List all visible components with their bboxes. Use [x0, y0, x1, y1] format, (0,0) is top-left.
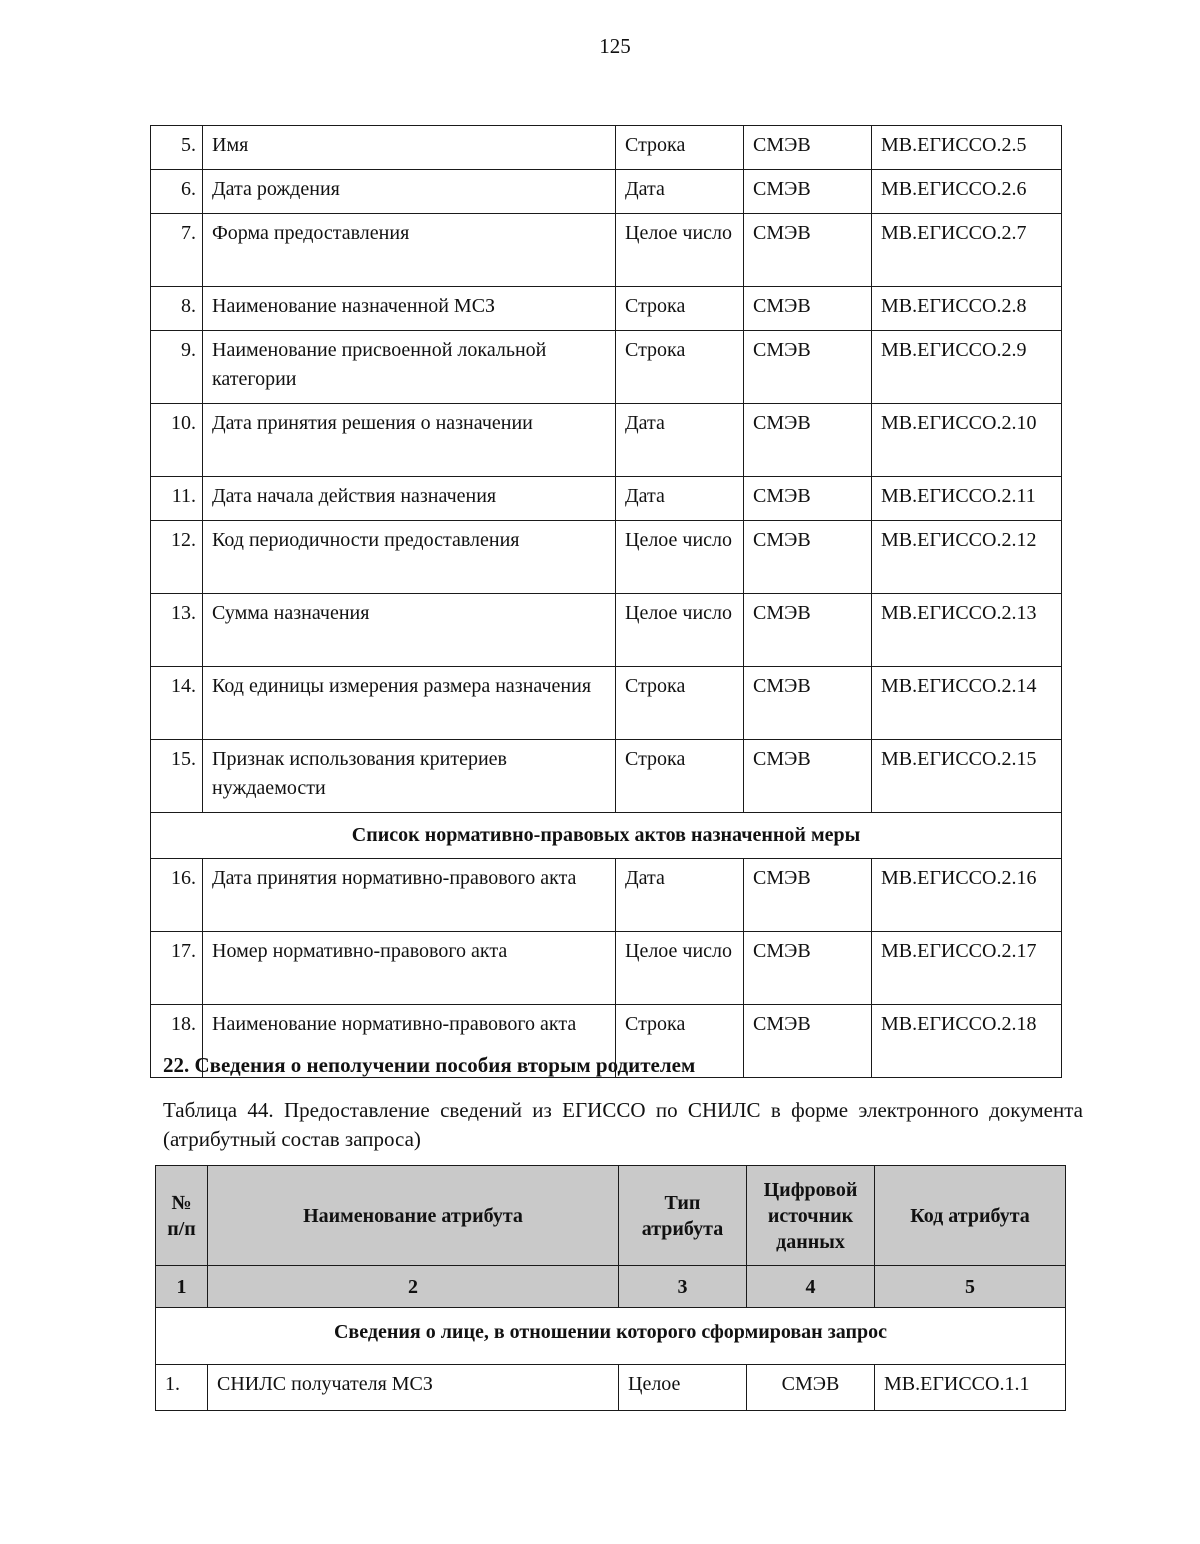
attribute-name: Номер нормативно-правового акта	[203, 932, 616, 1005]
row-number: 10.	[151, 404, 203, 477]
attribute-name: Имя	[203, 126, 616, 170]
attribute-code: МВ.ЕГИССО.2.12	[872, 521, 1062, 594]
attribute-code: МВ.ЕГИССО.2.15	[872, 740, 1062, 813]
attribute-name: Дата принятия нормативно-правового акта	[203, 859, 616, 932]
attribute-name: Дата начала действия назначения	[203, 477, 616, 521]
attribute-type: Дата	[616, 404, 744, 477]
attribute-code: МВ.ЕГИССО.1.1	[875, 1365, 1066, 1411]
table-row	[151, 214, 1062, 287]
section-row	[156, 1308, 1066, 1365]
section-title: Список нормативно-правовых актов назначенной меры	[151, 813, 1062, 859]
table-row	[151, 740, 1062, 813]
data-source: СМЭВ	[744, 667, 872, 740]
row-number: 7.	[151, 214, 203, 287]
row-number: 5.	[151, 126, 203, 170]
column-number: 2	[208, 1266, 619, 1308]
column-number: 3	[619, 1266, 747, 1308]
header-cell: Тип атрибута	[619, 1166, 747, 1266]
row-number: 14.	[151, 667, 203, 740]
attribute-type: Целое число	[616, 932, 744, 1005]
header-row	[156, 1166, 1066, 1266]
table-row	[151, 521, 1062, 594]
attribute-code: МВ.ЕГИССО.2.17	[872, 932, 1062, 1005]
data-source: СМЭВ	[744, 126, 872, 170]
attribute-type: Целое число	[616, 594, 744, 667]
table-row	[156, 1365, 1066, 1411]
attribute-type: Строка	[616, 287, 744, 331]
table-section	[151, 813, 1062, 859]
attribute-name: Сумма назначения	[203, 594, 616, 667]
attribute-type: Дата	[616, 170, 744, 214]
header-cell: Цифровой источник данных	[747, 1166, 875, 1266]
attribute-type: Строка	[616, 667, 744, 740]
attribute-code: МВ.ЕГИССО.2.16	[872, 859, 1062, 932]
attribute-name: СНИЛС получателя МСЗ	[208, 1365, 619, 1411]
data-source: СМЭВ	[744, 287, 872, 331]
column-number: 4	[747, 1266, 875, 1308]
table-row	[151, 932, 1062, 1005]
table-body-legal-acts	[151, 859, 1062, 1078]
attribute-name: Дата принятия решения о назначении	[203, 404, 616, 477]
row-number: 11.	[151, 477, 203, 521]
row-number: 15.	[151, 740, 203, 813]
table-row	[151, 287, 1062, 331]
attribute-name: Форма предоставления	[203, 214, 616, 287]
data-source: СМЭВ	[744, 214, 872, 287]
attribute-name: Дата рождения	[203, 170, 616, 214]
row-number: 6.	[151, 170, 203, 214]
data-source: СМЭВ	[744, 521, 872, 594]
attribute-code: МВ.ЕГИССО.2.13	[872, 594, 1062, 667]
attribute-name: Код единицы измерения размера назначения	[203, 667, 616, 740]
data-source: СМЭВ	[744, 1005, 872, 1078]
row-number: 8.	[151, 287, 203, 331]
attribute-type: Целое число	[616, 521, 744, 594]
table-row	[151, 477, 1062, 521]
row-number: 18.	[151, 1005, 203, 1078]
attribute-name: Код периодичности предоставления	[203, 521, 616, 594]
row-number: 16.	[151, 859, 203, 932]
attribute-code: МВ.ЕГИССО.2.7	[872, 214, 1062, 287]
attribute-type: Дата	[616, 859, 744, 932]
row-number: 1.	[156, 1365, 208, 1411]
attribute-code: МВ.ЕГИССО.2.6	[872, 170, 1062, 214]
section-row	[151, 813, 1062, 859]
table-row	[151, 667, 1062, 740]
attribute-code: МВ.ЕГИССО.2.10	[872, 404, 1062, 477]
table-row	[151, 594, 1062, 667]
attribute-type: Целое число	[616, 214, 744, 287]
attribute-name: Наименование присвоенной локальной категории	[203, 331, 616, 404]
table-row	[151, 170, 1062, 214]
attribute-type: Дата	[616, 477, 744, 521]
column-number: 5	[875, 1266, 1066, 1308]
data-source: СМЭВ	[747, 1365, 875, 1411]
data-source: СМЭВ	[744, 170, 872, 214]
attributes-table-continued	[150, 125, 1062, 1078]
table-row	[151, 331, 1062, 404]
table-caption: Таблица 44. Предоставление сведений из ЕГИССО по СНИЛС в форме электронного документа (атрибутный состав запроса)	[163, 1098, 1083, 1151]
page-number: 125	[599, 34, 631, 58]
header-cell: Код атрибута	[875, 1166, 1066, 1266]
attribute-code: МВ.ЕГИССО.2.18	[872, 1005, 1062, 1078]
attribute-type: Целое	[619, 1365, 747, 1411]
attribute-name: Наименование нормативно-правового акта	[203, 1005, 616, 1078]
attribute-name: Наименование назначенной МСЗ	[203, 287, 616, 331]
column-number: 1	[156, 1266, 208, 1308]
attribute-type: Строка	[616, 331, 744, 404]
attribute-code: МВ.ЕГИССО.2.14	[872, 667, 1062, 740]
header-cell: № п/п	[156, 1166, 208, 1266]
attribute-name: Признак использования критериев нуждаемости	[203, 740, 616, 813]
attribute-type: Строка	[616, 1005, 744, 1078]
table-body-main	[151, 126, 1062, 813]
section-heading: 22. Сведения о неполучении пособия вторым родителем	[163, 1053, 696, 1077]
attribute-code: МВ.ЕГИССО.2.11	[872, 477, 1062, 521]
table-row	[151, 859, 1062, 932]
attribute-code: МВ.ЕГИССО.2.5	[872, 126, 1062, 170]
data-source: СМЭВ	[744, 594, 872, 667]
row-number: 17.	[151, 932, 203, 1005]
data-source: СМЭВ	[744, 740, 872, 813]
data-source: СМЭВ	[744, 404, 872, 477]
row-number: 9.	[151, 331, 203, 404]
section-title: Сведения о лице, в отношении которого сформирован запрос	[156, 1308, 1066, 1365]
data-source: СМЭВ	[744, 477, 872, 521]
attribute-type: Строка	[616, 740, 744, 813]
attribute-code: МВ.ЕГИССО.2.8	[872, 287, 1062, 331]
table-row	[151, 126, 1062, 170]
header-cell: Наименование атрибута	[208, 1166, 619, 1266]
row-number: 13.	[151, 594, 203, 667]
column-number-row	[156, 1266, 1066, 1308]
attribute-code: МВ.ЕГИССО.2.9	[872, 331, 1062, 404]
table-row	[151, 404, 1062, 477]
row-number: 12.	[151, 521, 203, 594]
attribute-type: Строка	[616, 126, 744, 170]
request-attributes-table	[155, 1165, 1066, 1411]
data-source: СМЭВ	[744, 932, 872, 1005]
data-source: СМЭВ	[744, 331, 872, 404]
data-source: СМЭВ	[744, 859, 872, 932]
